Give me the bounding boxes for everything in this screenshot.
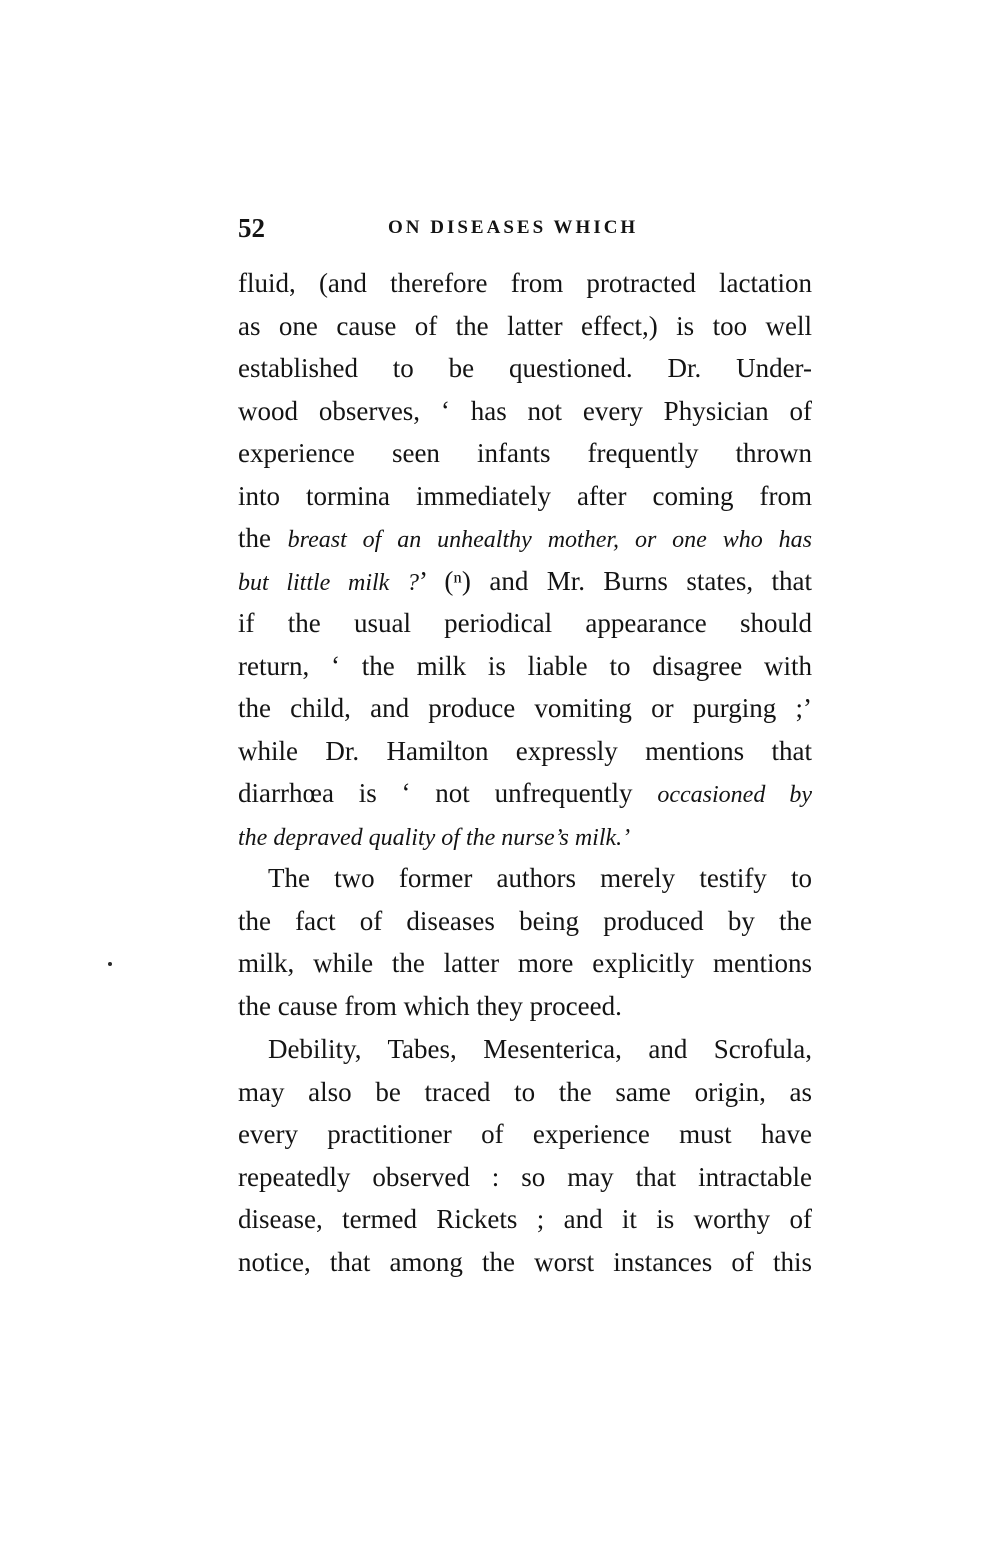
text-line <box>238 560 812 603</box>
quoted-italic-text: but little milk ? <box>238 569 420 596</box>
text-line: milk, while the latter more explicitly mentions <box>238 948 812 978</box>
paragraph-2 <box>238 857 812 1027</box>
text-line: may also be traced to the same origin, as <box>238 1076 812 1107</box>
text-line <box>238 815 812 858</box>
page-header <box>238 210 818 246</box>
text-line: experience seen infants frequently thrown <box>238 438 812 468</box>
text-line: the fact of diseases being produced by the <box>238 905 812 936</box>
text-fragment: diarrhœa is ‘ not unfrequently <box>238 778 633 808</box>
text-line <box>238 772 812 815</box>
text-line: as one cause of the latter effect,) is too well <box>238 310 812 341</box>
text-line: if the usual periodical appearance should <box>238 608 812 638</box>
text-line: the child, and produce vomiting or purging ;’ <box>238 693 812 723</box>
text-line: Debility, Tabes, Mesenterica, and Scrofula, <box>268 1034 812 1064</box>
text-fragment: ’ (ⁿ) and Mr. Burns states, that <box>419 565 813 596</box>
text-line: established to be questioned. Dr. Under- <box>238 353 812 383</box>
text-fragment: the <box>238 523 271 553</box>
quoted-italic-text: occasioned by <box>657 782 813 808</box>
page-number: 52 <box>238 213 265 243</box>
text-line: into tormina immediately after coming from <box>238 480 812 511</box>
paragraph-3 <box>238 1028 812 1283</box>
text-line: wood observes, ‘ has not every Physician of <box>238 395 812 426</box>
text-line: while Dr. Hamilton expressly mentions that <box>238 735 812 766</box>
running-title: ON DISEASES WHICH <box>388 217 639 238</box>
quoted-italic-text: the depraved quality of the nurse’s milk.’ <box>238 824 631 851</box>
text-line: every practitioner of experience must have <box>238 1119 812 1149</box>
text-line <box>238 517 812 560</box>
text-line: notice, that among the worst instances of this <box>238 1246 812 1277</box>
text-line: repeatedly observed : so may that intractable <box>238 1161 812 1192</box>
text-line: disease, termed Rickets ; and it is worthy of <box>238 1204 812 1234</box>
text-line: the cause from which they proceed. <box>238 990 622 1021</box>
text-line: return, ‘ the milk is liable to disagree with <box>238 650 812 681</box>
text-line: fluid, (and therefore from protracted lactation <box>238 268 812 298</box>
paragraph-1 <box>238 262 812 857</box>
text-line: The two former authors merely testify to <box>268 863 812 893</box>
ink-speck <box>108 962 112 966</box>
quoted-italic-text: breast of an unhealthy mother, or one who has <box>287 527 812 553</box>
